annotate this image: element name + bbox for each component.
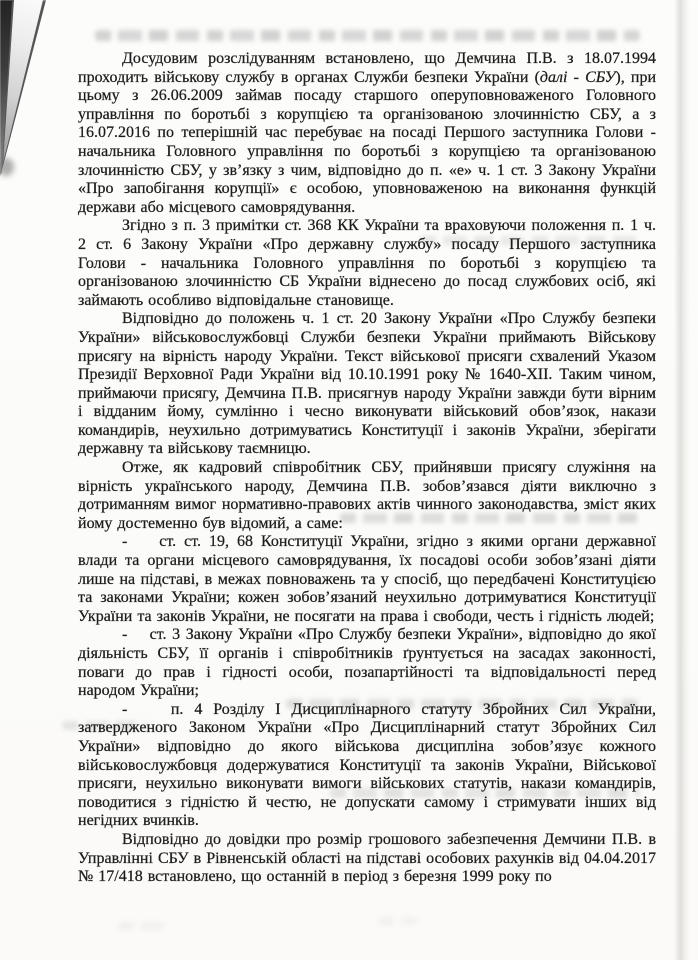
paragraph bbox=[78, 50, 656, 217]
paragraph-text: - ст. ст. 19, 68 Конституції України, згідно з якими органи державної влади та органи місцевого самоврядування, їх посадові особи зобов’язані діяти лише на підставі, в межах повноважень та у спосіб, що передбачені Конституцією та законами України; кожен зобов’язаний неухильно дотримуватися Конституції України та законів України, не посягати на права і свободи, честь і гідність людей; bbox=[78, 533, 656, 625]
paragraph bbox=[78, 459, 656, 533]
document-text bbox=[78, 50, 656, 887]
paragraph-text: Відповідно до положень ч. 1 ст. 20 Закону України «Про Службу безпеки України» військовослужбовці Служби безпеки України приймають Військову присягу на вірність народу України. Текст військової присяги схвалений Указом Президії Верховної Ради України від 10.10.1991 року № 1640-XII. Таким чином, приймаючи присягу, Демчина П.В. присягнув народу України завжди бути вірним і відданим йому, сумлінно і чесно виконувати військовий обов’язок, накази командирів, неухильно дотримуватись Конституції і законів України, зберігати державну та військову таємницю. bbox=[78, 310, 656, 458]
paragraph-text: - ст. 3 Закону України «Про Службу безпеки України», відповідно до якої діяльність СБУ, її органів і співробітників ґрунтується на засадах законності, поваги до прав і гідності особи, позапартійності та відповідальності перед народом України; bbox=[78, 626, 656, 700]
paragraph-text-italic: далі - СБУ bbox=[539, 68, 616, 86]
paragraph-text: Відповідно до довідки про розмір грошового забезпечення Демчини П.В. в Управлінні СБУ в Рівненській області на підставі особових рахунків від 04.04.2017 № 17/418 встановлено, що останній в період з березня 1999 року по bbox=[78, 830, 656, 886]
paragraph-text: - п. 4 Розділу І Дисциплінарного статуту Збройних Сил України, затвердженого Законом України «Про Дисциплінарний статут Збройних Сил України» відповідно до якого військова дисципліна зобов’язує кожного військовослужбовця додержуватися Конституції та законів України, Військової присяги, неухильно виконувати вимоги військових статутів, накази командирів, поводитися з гідністю й честю, не допускати самому і стримувати інших від негідних вчинків. bbox=[78, 700, 656, 830]
page-corner-fold-tip-shadow bbox=[0, 158, 14, 176]
scan-smudge bbox=[378, 917, 418, 925]
scan-edge-shadow bbox=[674, 0, 690, 960]
paragraph-list-item bbox=[78, 626, 656, 700]
bleedthrough-ghost-line bbox=[95, 30, 640, 41]
paragraph bbox=[78, 217, 656, 310]
paragraph-list-item bbox=[78, 701, 656, 831]
paragraph bbox=[78, 310, 656, 459]
paragraph-text: Отже, як кадровий співробітник СБУ, прийнявши присягу служіння на вірність українського народу, Демчина П.В. зобов’язався діяти виключно з дотриманням вимог нормативно-правових актів чинного законодавства, зміст яких йому достеменно був відомий, а саме: bbox=[78, 459, 656, 532]
paragraph-text: Згідно з п. 3 примітки ст. 368 КК України та враховуючи положення п. 1 ч. 2 ст. 6 Закону України «Про державну службу» посаду Першого заступника Голови - начальника Головного управління по боротьбі з корупцією та організованою злочинністю СБ України віднесено до посад службових осіб, які займають особливо відповідальне становище. bbox=[78, 217, 656, 309]
paragraph bbox=[78, 831, 656, 887]
scan-smudge bbox=[118, 922, 164, 930]
paragraph-text: Досудовим розслідуванням встановлено, що Демчина П.В. з 18.07.1994 проходить військову службу в органах Служби безпеки України ( bbox=[78, 50, 656, 86]
paragraph-list-item bbox=[78, 533, 656, 626]
paragraph-text: ), при цьому з 26.06.2009 займав посаду старшого оперуповноваженого Головного управління по боротьбі з корупцією та організованою злочинністю СБУ, а з 16.07.2016 по теперішній час перебуває на посаді Першого заступника Голови - начальника Головного управління по боротьбі з корупцією та організованою злочинністю СБУ, у зв’язку з чим, відповідно до п. «е» ч. 1 ст. 3 Закону України «Про запобігання корупції» є особою, уповноваженою на виконання функцій держави або місцевого самоврядування. bbox=[78, 68, 657, 216]
